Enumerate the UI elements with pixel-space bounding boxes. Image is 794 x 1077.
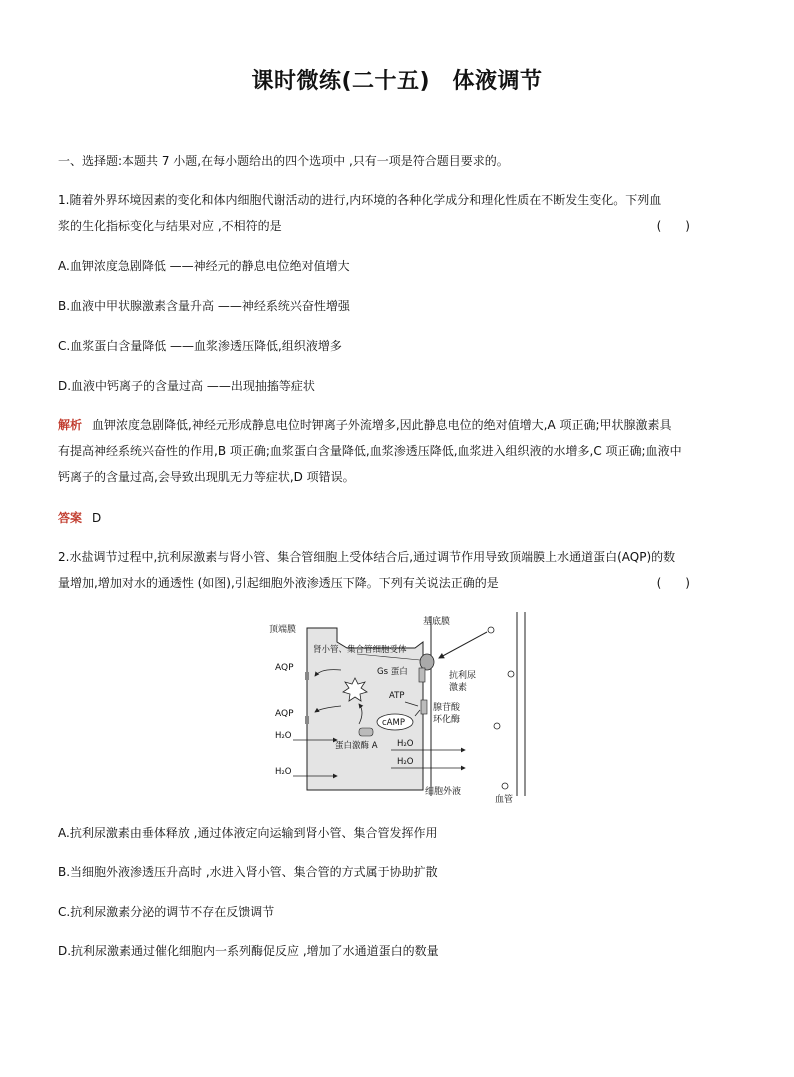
ac-label-1: 腺苷酸 bbox=[433, 703, 461, 713]
adh-label-2: 激素 bbox=[449, 683, 468, 693]
q1-answer-bracket: ( ) bbox=[656, 219, 690, 233]
aqp-channel-1 bbox=[305, 672, 309, 680]
h2o-left-label-2: H₂O bbox=[275, 767, 292, 777]
answer-value: D bbox=[92, 511, 102, 525]
aqp-label-2: AQP bbox=[275, 709, 294, 719]
page-title: 课时微练(二十五) 体液调节 bbox=[251, 69, 543, 94]
adenylate-cyclase-shape bbox=[421, 700, 427, 714]
aqp-regulation-diagram bbox=[255, 612, 535, 804]
q1-option-b: B.血液中甲状腺激素含量升高 ——神经系统兴奋性增强 bbox=[58, 299, 350, 313]
receptor-shape bbox=[420, 654, 434, 670]
q2-option-d: D.抗利尿激素通过催化细胞内一系列酶促反应 ,增加了水通道蛋白的数量 bbox=[58, 944, 439, 958]
q2-stem-text: 量增加,增加对水的通透性 (如图),引起细胞外液渗透压下降。下列有关说法正确的是 bbox=[58, 576, 499, 590]
receptor-label: 肾小管、集合管细胞受体 bbox=[313, 645, 407, 655]
q1-analysis-line1 bbox=[58, 417, 748, 433]
section-header: 一、选择题:本题共 7 小题,在每小题给出的四个选项中 ,只有一项是符合题目要求的。 bbox=[58, 154, 509, 168]
q1-stem-line1: 1.随着外界环境因素的变化和体内细胞代谢活动的进行,内环境的各种化学成分和理化性质在不断发生变化。下列血 bbox=[58, 193, 662, 207]
adh-molecule bbox=[488, 627, 494, 633]
camp-label: cAMP bbox=[382, 718, 405, 728]
gs-protein-label: Gs 蛋白 bbox=[377, 667, 408, 677]
h2o-left-label-1: H₂O bbox=[275, 731, 292, 741]
gs-protein-shape bbox=[419, 668, 425, 682]
q1-stem-line2 bbox=[58, 218, 748, 234]
analysis-text-1: 血钾浓度急剧降低,神经元形成静息电位时钾离子外流增多,因此静息电位的绝对值增大,A 项正确;甲状腺激素具 bbox=[92, 418, 672, 432]
q1-option-a: A.血钾浓度急剧降低 ——神经元的静息电位绝对值增大 bbox=[58, 259, 350, 273]
q1-option-c: C.血浆蛋白含量降低 ——血浆渗透压降低,组织液增多 bbox=[58, 339, 342, 353]
q2-option-b: B.当细胞外液渗透压升高时 ,水进入肾小管、集合管的方式属于协助扩散 bbox=[58, 865, 438, 879]
q2-stem-line1: 2.水盐调节过程中,抗利尿激素与肾小管、集合管细胞上受体结合后,通过调节作用导致顶端膜上水通道蛋白(AQP)的数 bbox=[58, 550, 676, 564]
pka-label: 蛋白激酶 A bbox=[335, 741, 378, 751]
ecf-label: 细胞外液 bbox=[425, 787, 462, 797]
q2-option-c: C.抗利尿激素分泌的调节不存在反馈调节 bbox=[58, 905, 275, 919]
q2-option-a: A.抗利尿激素由垂体释放 ,通过体液定向运输到肾小管、集合管发挥作用 bbox=[58, 826, 438, 840]
vessel-particle bbox=[502, 783, 508, 789]
adh-arrow bbox=[439, 632, 487, 658]
apical-membrane-label: 顶端膜 bbox=[269, 625, 297, 635]
answer-label: 答案 bbox=[58, 511, 83, 525]
adh-label-1: 抗利尿 bbox=[449, 671, 477, 681]
pka-shape bbox=[359, 728, 373, 736]
aqp-channel-2 bbox=[305, 716, 309, 724]
ac-label-2: 环化酶 bbox=[433, 715, 461, 725]
q1-option-d: D.血液中钙离子的含量过高 ——出现抽搐等症状 bbox=[58, 379, 315, 393]
h2o-right-label-2: H₂O bbox=[397, 757, 414, 767]
aqp-label-1: AQP bbox=[275, 663, 294, 673]
q1-stem-text: 浆的生化指标变化与结果对应 ,不相符的是 bbox=[58, 219, 282, 233]
q1-answer bbox=[58, 510, 748, 526]
vessel-particle bbox=[508, 671, 514, 677]
q1-analysis-line3: 钙离子的含量过高,会导致出现肌无力等症状,D 项错误。 bbox=[58, 470, 355, 484]
q1-analysis-line2: 有提高神经系统兴奋性的作用,B 项正确;血浆蛋白含量降低,血浆渗透压降低,血浆进入组织液的水增多,C 项正确;血液中 bbox=[58, 444, 682, 458]
h2o-right-label-1: H₂O bbox=[397, 739, 414, 749]
analysis-label: 解析 bbox=[58, 418, 83, 432]
q2-answer-bracket: ( ) bbox=[656, 576, 690, 590]
atp-label: ATP bbox=[389, 691, 405, 701]
vessel-label: 血管 bbox=[495, 795, 514, 804]
q2-stem-line2 bbox=[58, 575, 748, 591]
vessel-particle bbox=[494, 723, 500, 729]
basolateral-membrane-label: 基底膜 bbox=[423, 617, 451, 627]
